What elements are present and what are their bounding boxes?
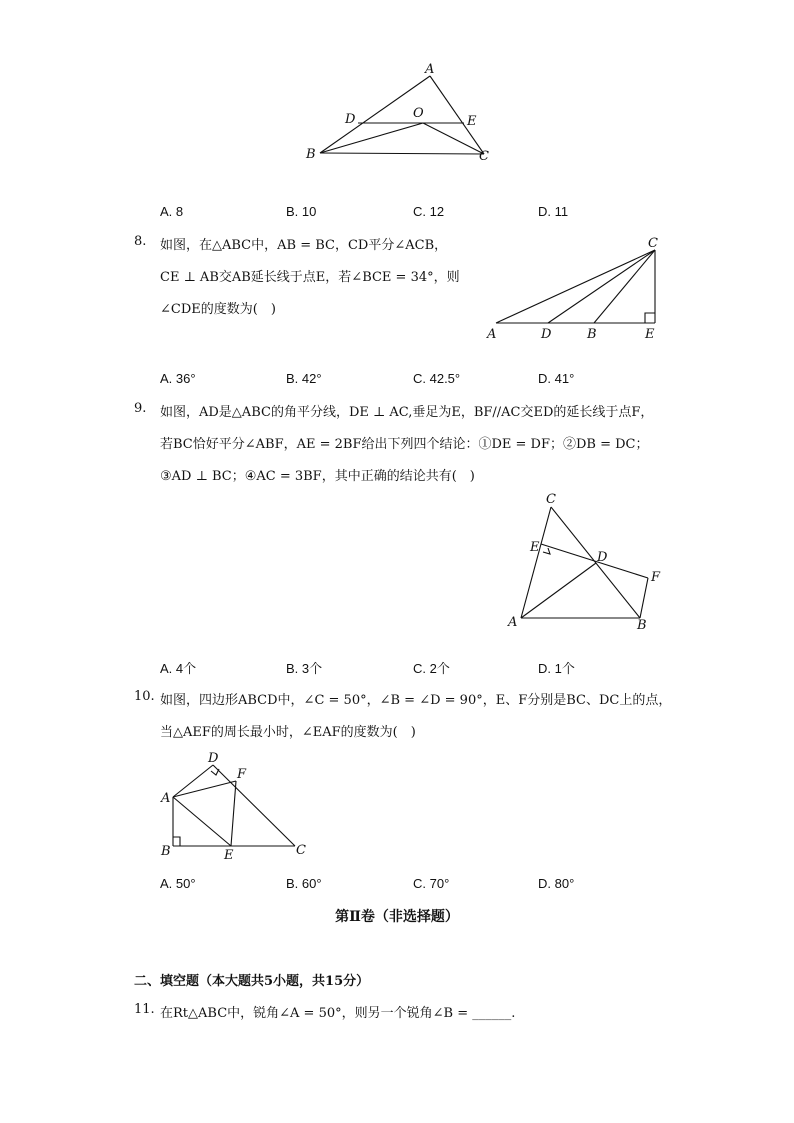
figure-q7 [0, 0, 794, 200]
q11-text: 在Rt△ABC中，锐角∠A = 50°，则另一个锐角∠B = ______. [160, 1006, 516, 1021]
fig10-label-b: B [161, 844, 171, 859]
fig9-label-d: D [597, 550, 608, 565]
fig8-label-e: E [645, 327, 655, 342]
q9-text-line3: ③AD ⊥ BC；④AC = 3BF，其中正确的结论共有( ) [160, 469, 475, 484]
q7-option-d[interactable]: D. 11 [538, 204, 569, 219]
q8-option-a[interactable]: A. 36° [160, 371, 196, 386]
q9-text-line2: 若BC恰好平分∠ABF，AE = 2BF给出下列四个结论：①DE = DF；②DB = DC； [160, 437, 649, 452]
fig9-label-b: B [637, 618, 647, 633]
fig8-label-b: B [587, 327, 597, 342]
q8-text-line1: 如图，在△ABC中，AB = BC，CD平分∠ACB， [160, 238, 448, 253]
q8-text-line2: CE ⊥ AB交AB延长线于点E，若∠BCE = 34°，则 [160, 270, 460, 285]
fig7-label-e: E [467, 114, 477, 129]
q8-number: 8. [134, 234, 147, 249]
figure-q8 [0, 230, 794, 350]
fig9-label-f: F [651, 570, 661, 585]
q9-option-c[interactable]: C. 2个 [413, 661, 450, 676]
q11-number: 11. [134, 1002, 155, 1017]
q10-option-a[interactable]: A. 50° [160, 876, 196, 891]
fig10-label-f: F [237, 767, 247, 782]
fig10-label-e: E [224, 848, 234, 863]
q8-option-b[interactable]: B. 42° [286, 371, 322, 386]
q8-option-d[interactable]: D. 41° [538, 371, 575, 386]
fig8-label-c: C [648, 236, 658, 251]
q8-option-c[interactable]: C. 42.5° [413, 371, 461, 386]
fig9-label-e: E [530, 540, 540, 555]
fig7-label-b: B [306, 147, 316, 162]
q10-number: 10. [134, 689, 155, 704]
figure-q10-lines [173, 765, 295, 846]
q7-option-c[interactable]: C. 12 [413, 204, 445, 219]
q9-option-d[interactable]: D. 1个 [538, 661, 575, 676]
fig10-label-c: C [296, 843, 306, 858]
q7-option-b[interactable]: B. 10 [286, 204, 317, 219]
fig8-label-a: A [487, 327, 497, 342]
q10-text-line1: 如图，四边形ABCD中，∠C = 50°，∠B = ∠D = 90°，E、F分别是BC、DC上的点， [160, 693, 672, 708]
q9-option-b[interactable]: B. 3个 [286, 661, 323, 676]
fig7-label-d: D [345, 112, 356, 127]
fig7-label-o: O [413, 106, 424, 121]
fig9-label-c: C [546, 492, 556, 507]
fig7-label-a: A [425, 62, 435, 77]
section-fill-in-heading: 二、填空题（本大题共5小题，共15分） [134, 974, 370, 989]
fig10-label-a: A [161, 791, 171, 806]
q9-option-a[interactable]: A. 4个 [160, 661, 197, 676]
q9-number: 9. [134, 401, 147, 416]
fig7-label-c: C [479, 149, 489, 164]
q8-text-line3: ∠CDE的度数为( ) [160, 302, 276, 317]
q10-text-line2: 当△AEF的周长最小时，∠EAF的度数为( ) [160, 725, 416, 740]
q10-option-b[interactable]: B. 60° [286, 876, 322, 891]
fig10-label-d: D [208, 751, 219, 766]
figure-q8-lines [496, 250, 655, 323]
q10-option-d[interactable]: D. 80° [538, 876, 575, 891]
figure-q10 [0, 750, 794, 865]
fig9-label-a: A [508, 615, 518, 630]
figure-q9-lines [521, 507, 648, 618]
q9-text-line1: 如图，AD是△ABC的角平分线，DE ⊥ AC,垂足为E，BF//AC交ED的延长线于点F， [160, 405, 654, 420]
part2-title: 第Ⅱ卷（非选择题） [335, 909, 459, 925]
figure-q9 [0, 490, 794, 640]
q7-option-a[interactable]: A. 8 [160, 204, 184, 219]
fig8-label-d: D [541, 327, 552, 342]
q10-option-c[interactable]: C. 70° [413, 876, 450, 891]
